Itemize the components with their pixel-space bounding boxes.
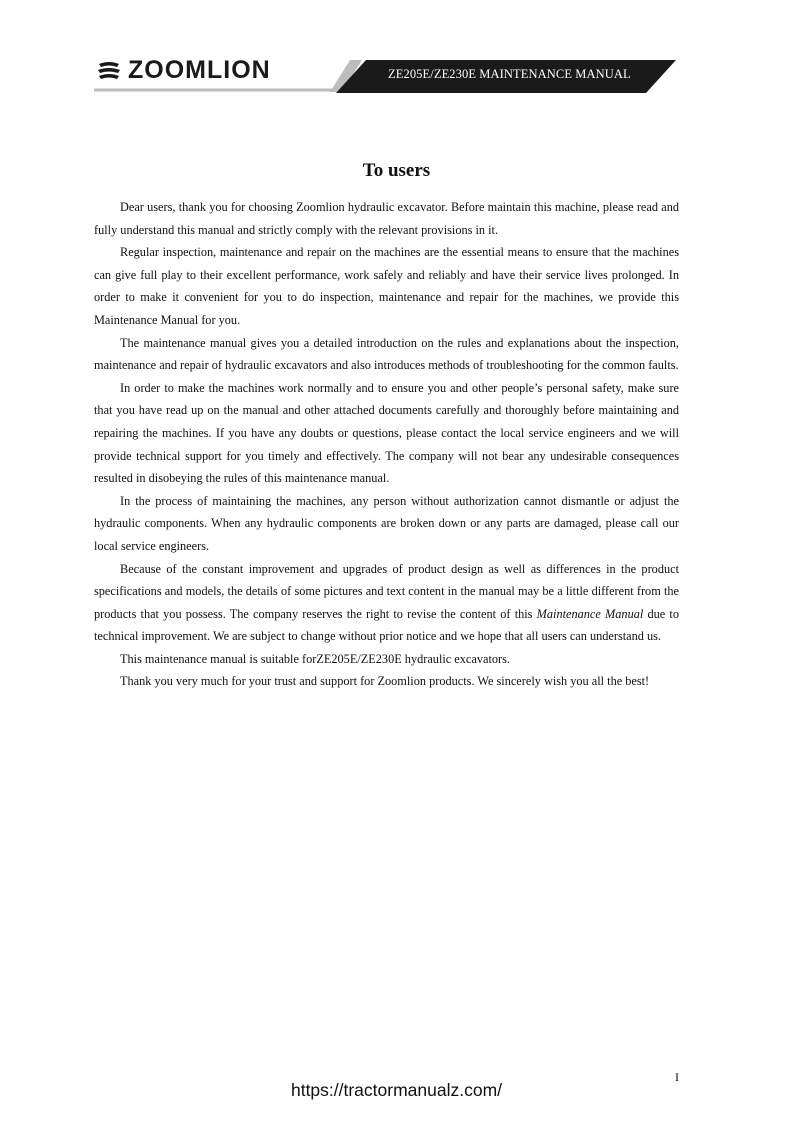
manual-title-banner: ZE205E/ZE230E MAINTENANCE MANUAL [388,67,631,81]
header-band [0,0,793,110]
footer-url: https://tractormanualz.com/ [290,1080,503,1100]
paragraph: The maintenance manual gives you a detailed introduction on the rules and explanations about the inspection, maintenance and repair of hydraulic excavators and also introduces methods of troubleshooting for the common faults. [94,335,679,373]
body-text [94,196,679,693]
paragraph-text: due to technical improvement. We are subject to change without prior notice and we hope that all users can understand us. [94,606,679,644]
paragraph-text: Because of the constant improvement and upgrades of product design as well as differences in the product specifications and models, the details of some pictures and text content in the manual may be a little different from the products that you possess. The company reserves the right to revise the content of this [94,561,679,621]
paragraph: Dear users, thank you for choosing Zoomlion hydraulic excavator. Before maintain this machine, please read and fully understand this manual and strictly comply with the relevant provisions in it. [94,200,679,237]
paragraph: Thank you very much for your trust and support for Zoomlion products. We sincerely wish you all the best! [120,674,650,689]
paragraph: In the process of maintaining the machines, any person without authorization cannot dismantle or adjust the hydraulic components. When any hydraulic components are broken down or any parts are damaged, please call our local service engineers. [94,493,679,553]
page-header [0,0,793,110]
paragraph: In order to make the machines work normally and to ensure you and other people’s personal safety, make sure that you have read up on the manual and other attached documents carefully and thoroughly before maintaining and repairing the machines. If you have any doubts or questions, please contact the local service engineers and we will provide technical support for you timely and effectively. The company will not bear any undesirable consequences resulted in disobeying the rules of this maintenance manual. [94,380,679,486]
brand-logo [96,56,271,84]
page-number: I [675,1070,679,1084]
manual-name-italic: Maintenance Manual [536,606,644,621]
page-title: To users [362,160,431,181]
brand-name: ZOOMLION [128,55,271,84]
paragraph: Regular inspection, maintenance and repair on the machines are the essential means to ensure that the machines can give full play to their excellent performance, work safely and reliably and have their service lives prolonged. In order to make it convenient for you to do inspection, maintenance and repair for the machines, we provide this Maintenance Manual for you. [94,245,679,327]
zoomlion-logo-icon [96,59,122,81]
paragraph: This maintenance manual is suitable forZE205E/ZE230E hydraulic excavators. [120,651,510,666]
paragraph [94,558,679,648]
